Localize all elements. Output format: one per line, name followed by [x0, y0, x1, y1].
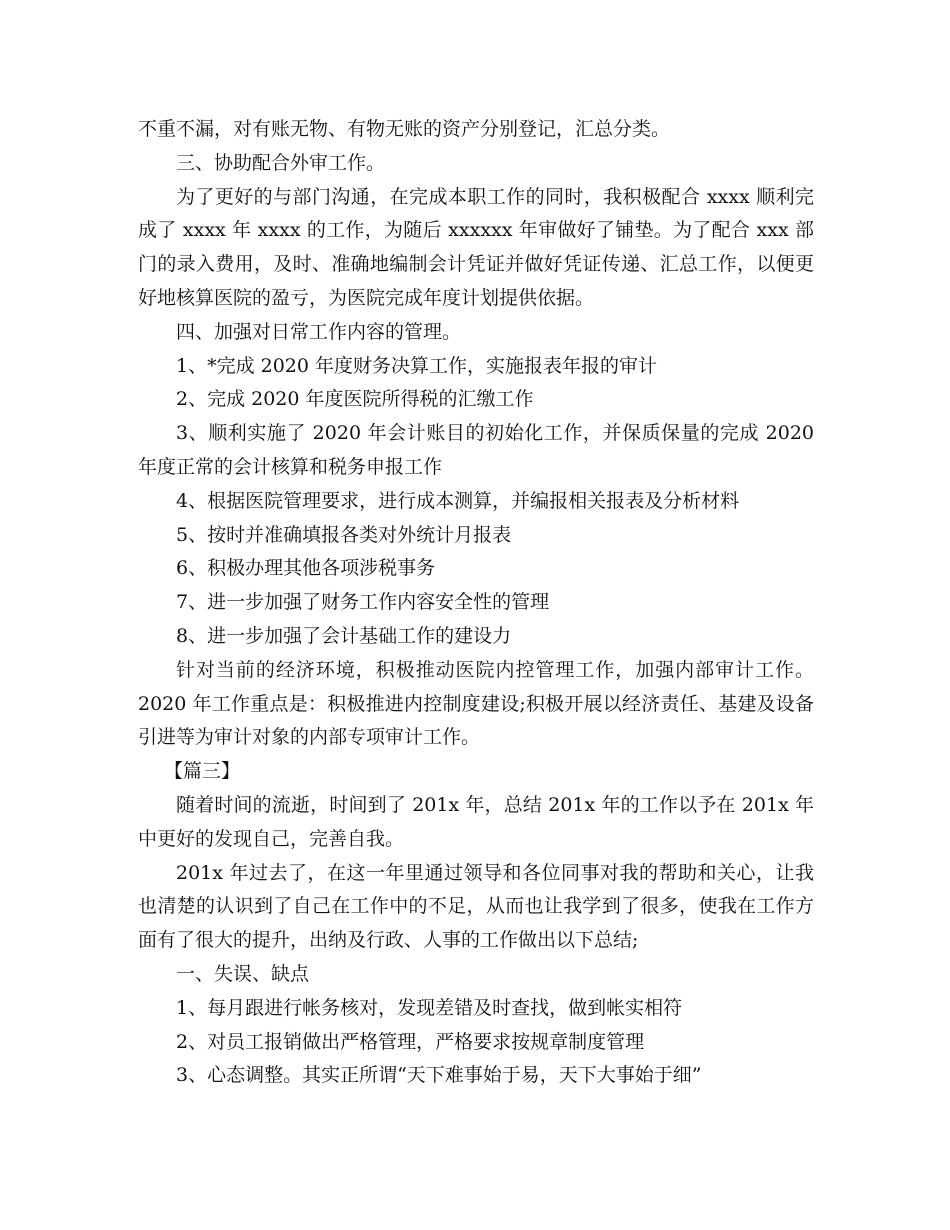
list-item: 6、积极办理其他各项涉税事务: [176, 557, 436, 580]
list-item: 1、*完成 2020 年度财务决算工作，实施报表年报的审计: [176, 354, 658, 377]
list-item: 1、每月跟进行帐务核对，发现差错及时查找，做到帐实相符: [176, 996, 683, 1019]
list-item: 8、进一步加强了会计基础工作的建设力: [176, 624, 512, 647]
paragraph: 为了更好的与部门沟通，在完成本职工作的同时，我积极配合 xxxx 顺利完成了 xxxx 年 xxxx 的工作，为随后 xxxxxx 年审做好了铺垫。为了配合 xxx 部门的录入费用，及时、准确地编制会计凭证并做好凭证传递、汇总工作，以便更好地核算医院的盈亏，为医院完成年度计划提供依据。: [138, 185, 814, 309]
section-heading: 四、加强对日常工作内容的管理。: [176, 320, 462, 343]
list-item: 5、按时并准确填报各类对外统计月报表: [176, 523, 512, 546]
list-item: 3、顺利实施了 2020 年会计账目的初始化工作，并保质保量的完成 2020 年度正常的会计核算和税务申报工作: [138, 422, 814, 478]
paragraph: 不重不漏，对有账无物、有物无账的资产分别登记，汇总分类。: [138, 118, 671, 140]
paragraph: 针对当前的经济环境，积极推动医院内控管理工作，加强内部审计工作。2020 年工作重点是：积极推进内控制度建设;积极开展以经济责任、基建及设备引进等为审计对象的内部专项审计工作。: [138, 658, 814, 749]
paragraph: 201x 年过去了，在这一年里通过领导和各位同事对我的帮助和关心，让我也清楚的认识到了自己在工作中的不足，从而也让我学到了很多，使我在工作方面有了很大的提升，出纳及行政、人事的工作做出以下总结;: [138, 861, 814, 952]
paragraph: 随着时间的流逝，时间到了 201x 年，总结 201x 年的工作以予在 201x 年中更好的发现自己，完善自我。: [138, 793, 814, 850]
section-heading: 一、失误、缺点: [176, 962, 310, 985]
list-item: 2、完成 2020 年度医院所得税的汇缴工作: [176, 388, 534, 411]
list-item: 2、对员工报销做出严格管理，严格要求按规章制度管理: [176, 1030, 645, 1053]
section-heading: 三、协助配合外审工作。: [176, 151, 386, 174]
list-item: 3、心态调整。其实正所谓“天下难事始于易，天下大事始于细”: [176, 1064, 702, 1087]
list-item: 4、根据医院管理要求，进行成本测算，并编报相关报表及分析材料: [176, 489, 740, 512]
list-item: 7、进一步加强了财务工作内容安全性的管理: [176, 591, 550, 614]
chapter-heading: 【篇三】: [164, 760, 241, 783]
document-body: [138, 113, 814, 1093]
